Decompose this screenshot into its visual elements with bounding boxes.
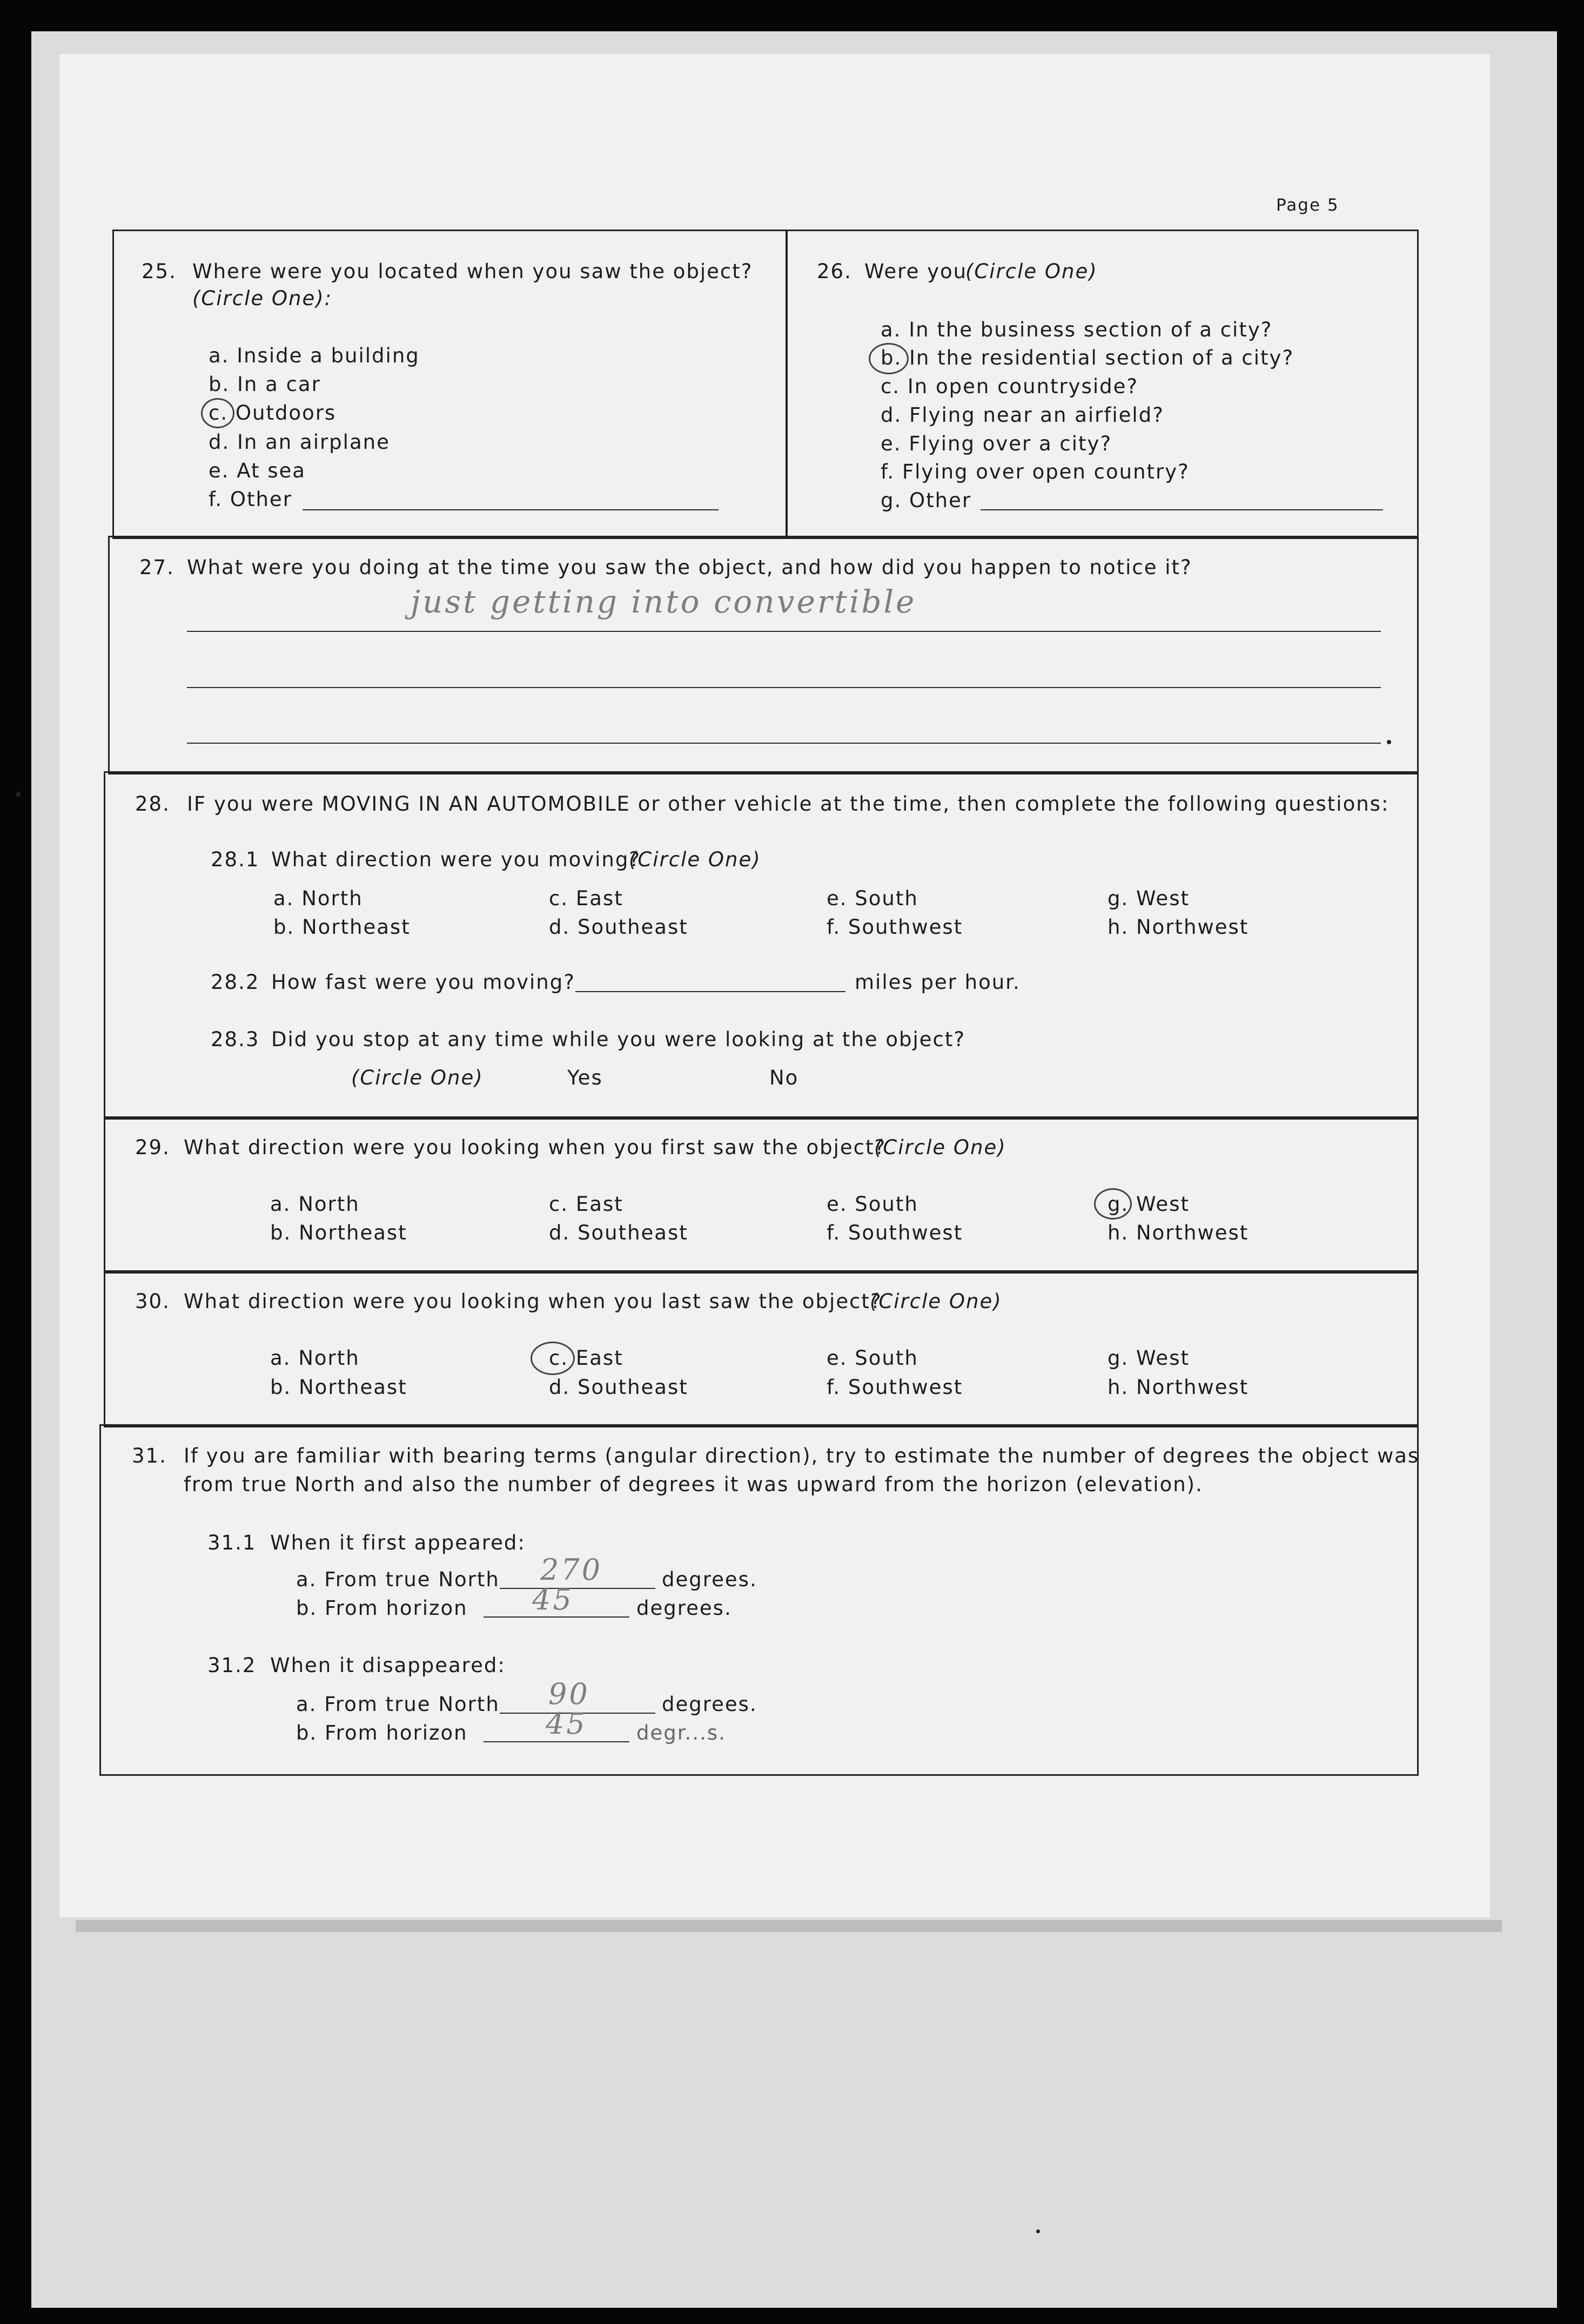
q30-dir-c[interactable]: c. East bbox=[549, 1346, 623, 1370]
q27-answer-line-3 bbox=[187, 743, 1381, 744]
q27-question: What were you doing at the time you saw the object, and how did you happen to notice it? bbox=[187, 556, 1192, 579]
q31-1-horizon-label: b. From horizon bbox=[296, 1597, 468, 1620]
q30-dir-h[interactable]: h. Northwest bbox=[1108, 1376, 1249, 1399]
q28-2-question: How fast were you moving? bbox=[271, 971, 575, 994]
q31-1-north-label: a. From true North bbox=[296, 1568, 500, 1591]
q28-2-unit: miles per hour. bbox=[855, 971, 1021, 994]
q29-instruction: (Circle One) bbox=[874, 1136, 1006, 1159]
q28-dir-c[interactable]: c. East bbox=[549, 887, 623, 910]
q31-question-line-2: from true North and also the number of degrees it was upward from the horizon (elevation). bbox=[184, 1473, 1203, 1496]
q26-option-e[interactable]: e. Flying over a city? bbox=[881, 432, 1112, 455]
q26-option-g[interactable]: g. Other bbox=[881, 489, 972, 512]
q28-3-instruction: (Circle One) bbox=[351, 1066, 484, 1089]
q28-3-no[interactable]: No bbox=[769, 1066, 799, 1089]
q29-dir-g[interactable]: g. West bbox=[1108, 1193, 1190, 1216]
q31-question-line-1: If you are familiar with bearing terms (angular direction), try to estimate the number of degrees the object was bbox=[184, 1444, 1420, 1467]
q30-dir-f[interactable]: f. Southwest bbox=[827, 1376, 963, 1399]
q30-dir-a[interactable]: a. North bbox=[270, 1346, 360, 1370]
q29-dir-b[interactable]: b. Northeast bbox=[270, 1221, 407, 1244]
q29-dir-h[interactable]: h. Northwest bbox=[1108, 1221, 1249, 1244]
ink-speck bbox=[1387, 740, 1391, 744]
q28-1-question: What direction were you moving? bbox=[271, 848, 641, 871]
q26-other-line bbox=[981, 509, 1383, 510]
q26-question: Were you bbox=[864, 260, 968, 283]
q29-dir-e[interactable]: e. South bbox=[827, 1193, 918, 1216]
q31-2-question: When it disappeared: bbox=[270, 1654, 506, 1677]
q30-dir-b[interactable]: b. Northeast bbox=[270, 1376, 407, 1399]
q28-box bbox=[104, 771, 1419, 1120]
q28-dir-g[interactable]: g. West bbox=[1108, 887, 1190, 910]
q29-dir-a[interactable]: a. North bbox=[270, 1193, 360, 1216]
q28-2-number: 28.2 bbox=[211, 971, 260, 994]
q26-option-f[interactable]: f. Flying over open country? bbox=[881, 460, 1190, 483]
q28-question: IF you were MOVING IN AN AUTOMOBILE or other vehicle at the time, then complete the following questions: bbox=[187, 792, 1390, 816]
q31-2-horizon-unit: degr...s. bbox=[636, 1721, 726, 1744]
q27-number: 27. bbox=[139, 556, 174, 579]
q29-number: 29. bbox=[135, 1136, 170, 1159]
q27-handwritten-answer[interactable]: just getting into convertible bbox=[411, 583, 917, 620]
q31-1-north-line bbox=[500, 1588, 655, 1589]
q31-2-horizon-label: b. From horizon bbox=[296, 1721, 468, 1744]
q31-1-question: When it first appeared: bbox=[270, 1531, 526, 1554]
q29-dir-f[interactable]: f. Southwest bbox=[827, 1221, 963, 1244]
q30-number: 30. bbox=[135, 1290, 170, 1313]
q31-1-number: 31.1 bbox=[207, 1531, 257, 1554]
page-shadow-band bbox=[76, 1920, 1502, 1932]
q29-dir-d[interactable]: d. Southeast bbox=[549, 1221, 688, 1244]
q28-dir-a[interactable]: a. North bbox=[273, 887, 363, 910]
scan-speck bbox=[1036, 2229, 1040, 2233]
q31-1-horizon-unit: degrees. bbox=[636, 1597, 732, 1620]
q25-number: 25. bbox=[142, 260, 177, 283]
q28-1-instruction: (Circle One) bbox=[629, 848, 761, 871]
q25-other-line bbox=[303, 509, 719, 510]
q27-answer-line-1 bbox=[187, 631, 1381, 632]
q31-2-north-value[interactable]: 90 bbox=[548, 1677, 590, 1711]
q28-dir-e[interactable]: e. South bbox=[827, 887, 918, 910]
q29-dir-c[interactable]: c. East bbox=[549, 1193, 623, 1216]
q30-dir-e[interactable]: e. South bbox=[827, 1346, 918, 1370]
q25-option-b[interactable]: b. In a car bbox=[209, 373, 321, 396]
q26-number: 26. bbox=[817, 260, 852, 283]
q25-option-d[interactable]: d. In an airplane bbox=[209, 430, 390, 454]
q26-instruction: (Circle One) bbox=[965, 260, 1098, 283]
q28-dir-h[interactable]: h. Northwest bbox=[1108, 915, 1249, 939]
q26-option-d[interactable]: d. Flying near an airfield? bbox=[881, 403, 1164, 427]
q25-option-f[interactable]: f. Other bbox=[209, 488, 292, 511]
q30-dir-g[interactable]: g. West bbox=[1108, 1346, 1190, 1370]
q28-3-question: Did you stop at any time while you were looking at the object? bbox=[271, 1028, 966, 1051]
scan-speck bbox=[16, 792, 21, 797]
q31-2-north-label: a. From true North bbox=[296, 1693, 500, 1716]
q28-dir-f[interactable]: f. Southwest bbox=[827, 915, 963, 939]
q29-answer-circle bbox=[1094, 1188, 1132, 1220]
q31-2-number: 31.2 bbox=[207, 1654, 257, 1677]
q26-option-c[interactable]: c. In open countryside? bbox=[881, 375, 1139, 398]
q31-1-horizon-value[interactable]: 45 bbox=[532, 1582, 574, 1616]
q26-option-b[interactable]: b. In the residential section of a city? bbox=[881, 346, 1294, 369]
q27-answer-line-2 bbox=[187, 687, 1381, 688]
q28-number: 28. bbox=[135, 792, 170, 816]
q28-3-yes[interactable]: Yes bbox=[567, 1066, 603, 1089]
q31-1-north-value[interactable]: 270 bbox=[540, 1553, 603, 1587]
q26-answer-circle bbox=[869, 343, 909, 374]
q31-2-horizon-line bbox=[484, 1741, 629, 1742]
q30-dir-d[interactable]: d. Southeast bbox=[549, 1376, 688, 1399]
q28-dir-d[interactable]: d. Southeast bbox=[549, 915, 688, 939]
q31-1-north-unit: degrees. bbox=[662, 1568, 757, 1591]
q25-question: Where were you located when you saw the object? bbox=[192, 260, 753, 283]
page-label: Page 5 bbox=[1276, 196, 1339, 215]
q25-option-c[interactable]: c. Outdoors bbox=[209, 401, 337, 425]
q25-answer-circle bbox=[201, 398, 234, 428]
q25-option-a[interactable]: a. Inside a building bbox=[209, 344, 420, 367]
q30-answer-circle bbox=[531, 1342, 575, 1375]
q25-instruction: (Circle One): bbox=[192, 287, 333, 310]
q31-2-horizon-value[interactable]: 45 bbox=[546, 1707, 587, 1741]
q28-3-number: 28.3 bbox=[211, 1028, 260, 1051]
q28-1-number: 28.1 bbox=[211, 848, 260, 871]
q30-question: What direction were you looking when you last saw the object? bbox=[184, 1290, 882, 1313]
q28-dir-b[interactable]: b. Northeast bbox=[273, 915, 411, 939]
q25-option-e[interactable]: e. At sea bbox=[209, 459, 306, 482]
q29-question: What direction were you looking when you first saw the object? bbox=[184, 1136, 887, 1159]
q26-option-a[interactable]: a. In the business section of a city? bbox=[881, 318, 1273, 341]
q31-number: 31. bbox=[132, 1444, 167, 1467]
q28-speed-line[interactable] bbox=[575, 991, 845, 992]
q30-instruction: (Circle One) bbox=[870, 1290, 1002, 1313]
q31-1-horizon-line bbox=[484, 1616, 629, 1618]
q31-2-north-unit: degrees. bbox=[662, 1693, 757, 1716]
